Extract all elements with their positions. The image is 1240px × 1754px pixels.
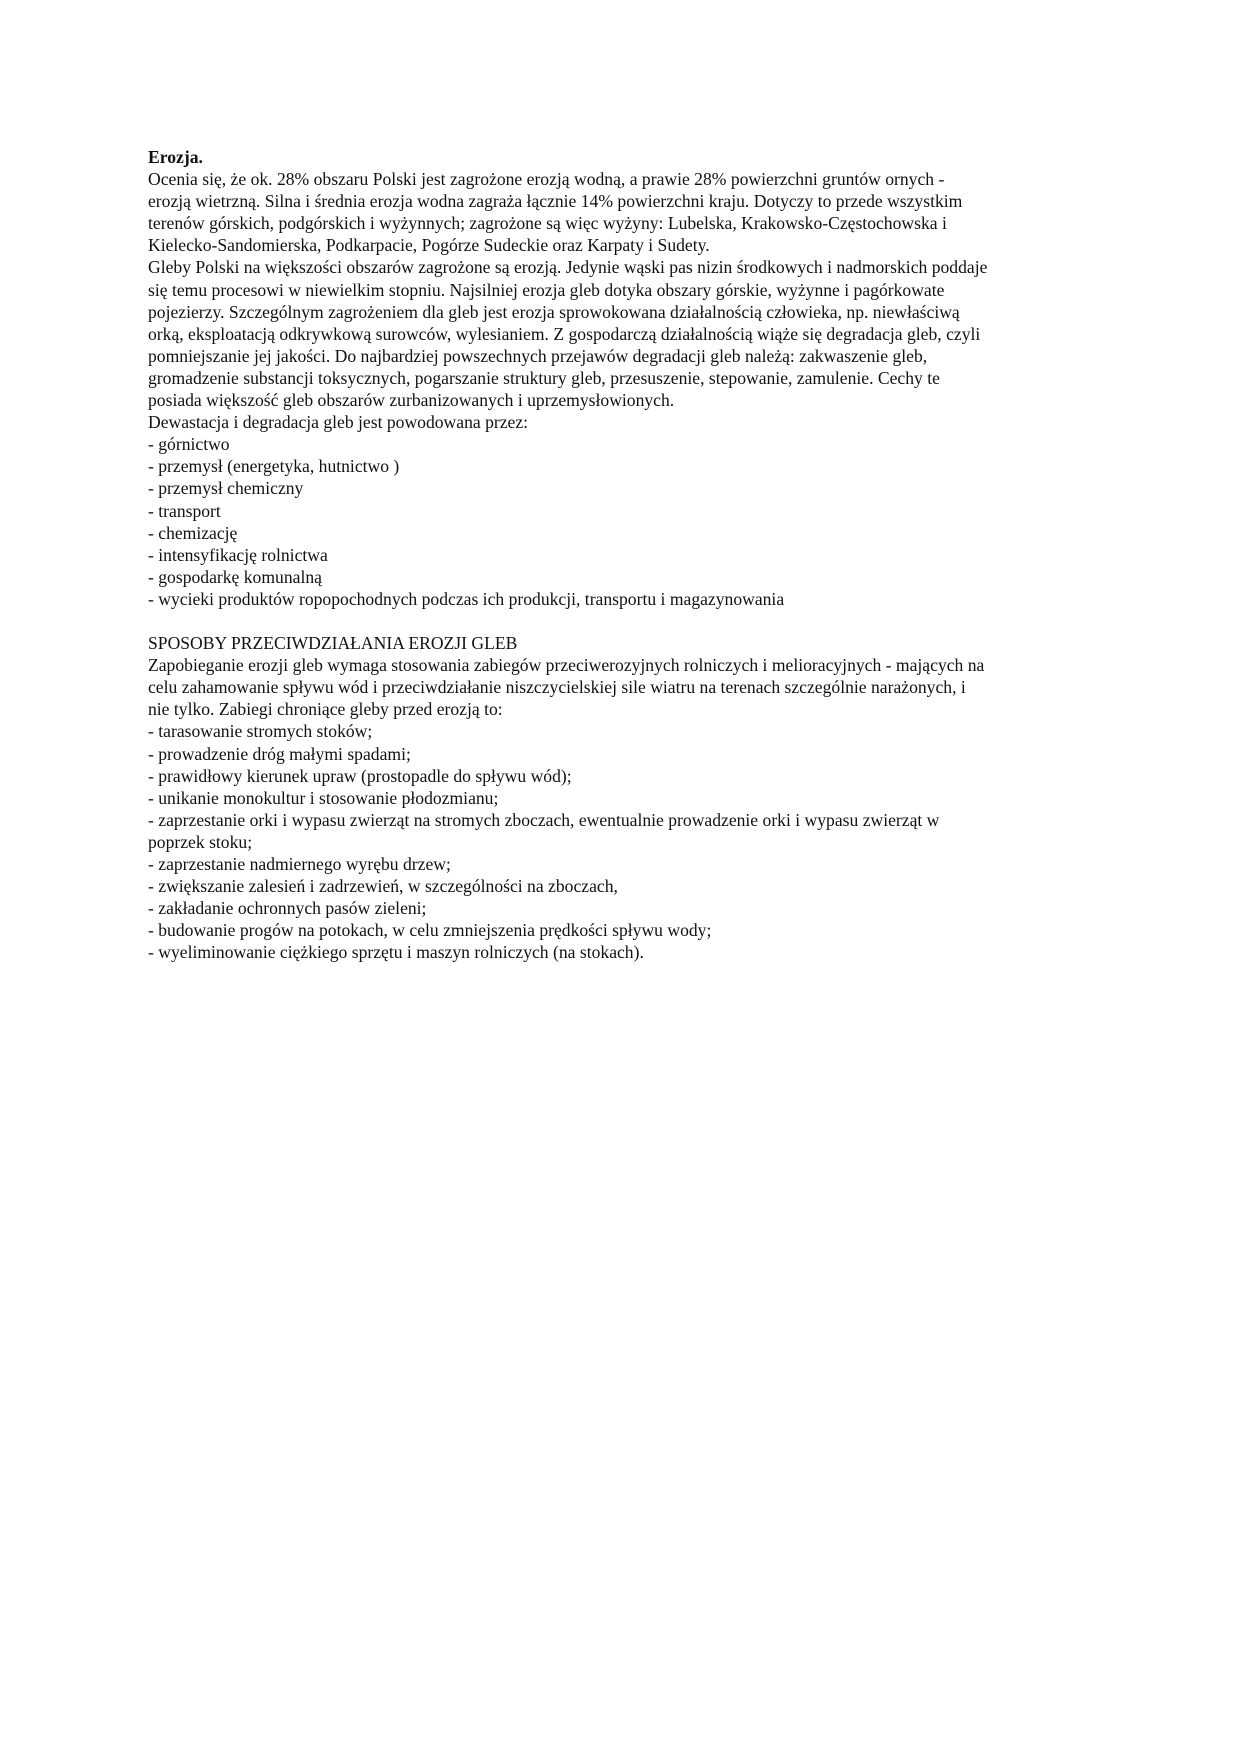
text-line: pomniejszanie jej jakości. Do najbardziej powszechnych przejawów degradacji gleb należą: zakwaszenie gleb, [148, 345, 928, 366]
list-item: - zakładanie ochronnych pasów zieleni; [148, 898, 427, 919]
list-item: - przemysł (energetyka, hutnictwo ) [148, 456, 400, 477]
paragraph-soil-degradation [148, 256, 1098, 411]
causes-intro: Dewastacja i degradacja gleb jest powodowana przez: [148, 412, 529, 433]
paragraph-prevention [148, 654, 1098, 720]
text-line: Ocenia się, że ok. 28% obszaru Polski jest zagrożone erozją wodną, a prawie 28% powierzchni gruntów ornych - [148, 169, 945, 190]
list-item: - górnictwo [148, 434, 230, 455]
text-line: orką, eksploatacją odkrywkową surowców, wylesianiem. Z gospodarczą działalnością wiąże się degradacja gleb, czyli [148, 323, 981, 344]
text-line: się temu procesowi w niewielkim stopniu. Najsilniej erozja gleb dotyka obszary górskie, wyżynne i pagórkowate [148, 279, 945, 300]
measures-list [148, 720, 1098, 963]
text-line: posiada większość gleb obszarów zurbanizowanych i uprzemysłowionych. [148, 390, 675, 411]
section-spacer [148, 610, 1098, 632]
list-item: - unikanie monokultur i stosowanie płodozmianu; [148, 787, 499, 808]
list-item: - chemizację [148, 522, 238, 543]
list-item: - przemysł chemiczny [148, 478, 304, 499]
text-line: terenów górskich, podgórskich i wyżynnych; zagrożone są więc wyżyny: Lubelska, Krakowsko-Częstochowska i [148, 213, 947, 234]
document-title: Erozja. [148, 147, 203, 167]
text-line: pojezierzy. Szczególnym zagrożeniem dla gleb jest erozja sprowokowana działalnością człowieka, np. niewłaściwą [148, 301, 960, 322]
text-line: Kielecko-Sandomierska, Podkarpacie, Pogórze Sudeckie oraz Karpaty i Sudety. [148, 235, 710, 256]
list-item: - budowanie progów na potokach, w celu zmniejszenia prędkości spływu wody; [148, 920, 712, 941]
list-item: - wycieki produktów ropopochodnych podczas ich produkcji, transportu i magazynowania [148, 588, 785, 609]
list-item: - gospodarkę komunalną [148, 566, 322, 587]
list-item: - prawidłowy kierunek upraw (prostopadle do spływu wód); [148, 765, 572, 786]
document-page [148, 146, 1098, 963]
text-line: nie tylko. Zabiegi chroniące gleby przed erozją to: [148, 699, 503, 720]
list-item: - intensyfikację rolnictwa [148, 544, 328, 565]
causes-list [148, 433, 1098, 610]
text-line: erozją wietrzną. Silna i średnia erozja wodna zagraża łącznie 14% powierzchni kraju. Dotyczy to przede wszystkim [148, 191, 963, 212]
list-item: - zaprzestanie nadmiernego wyrębu drzew; [148, 854, 451, 874]
list-item: - transport [148, 500, 221, 521]
list-item: - zaprzestanie orki i wypasu zwierząt na stromych zboczach, ewentualnie prowadzenie orki i wypasu zwierząt w [148, 809, 940, 830]
text-line: gromadzenie substancji toksycznych, pogarszanie struktury gleb, przesuszenie, stepowanie, zamulenie. Cechy te [148, 367, 940, 388]
text-line: Gleby Polski na większości obszarów zagrożone są erozją. Jedynie wąski pas nizin środkowych i nadmorskich poddaje [148, 257, 988, 278]
list-item: - zwiększanie zalesień i zadrzewień, w szczególności na zboczach, [148, 876, 618, 897]
list-item: - tarasowanie stromych stoków; [148, 721, 373, 742]
text-line: celu zahamowanie spływu wód i przeciwdziałanie niszczycielskiej sile wiatru na terenach szczególnie narażonych, i [148, 677, 966, 698]
text-line: Zapobieganie erozji gleb wymaga stosowania zabiegów przeciwerozyjnych rolniczych i melioracyjnych - mających na [148, 655, 985, 676]
section-heading: SPOSOBY PRZECIWDZIAŁANIA EROZJI GLEB [148, 633, 518, 654]
paragraph-erosion-statistics [148, 168, 1098, 256]
list-item-continuation: poprzek stoku; [148, 831, 253, 852]
list-item: - wyeliminowanie ciężkiego sprzętu i maszyn rolniczych (na stokach). [148, 942, 644, 963]
list-item: - prowadzenie dróg małymi spadami; [148, 743, 411, 764]
